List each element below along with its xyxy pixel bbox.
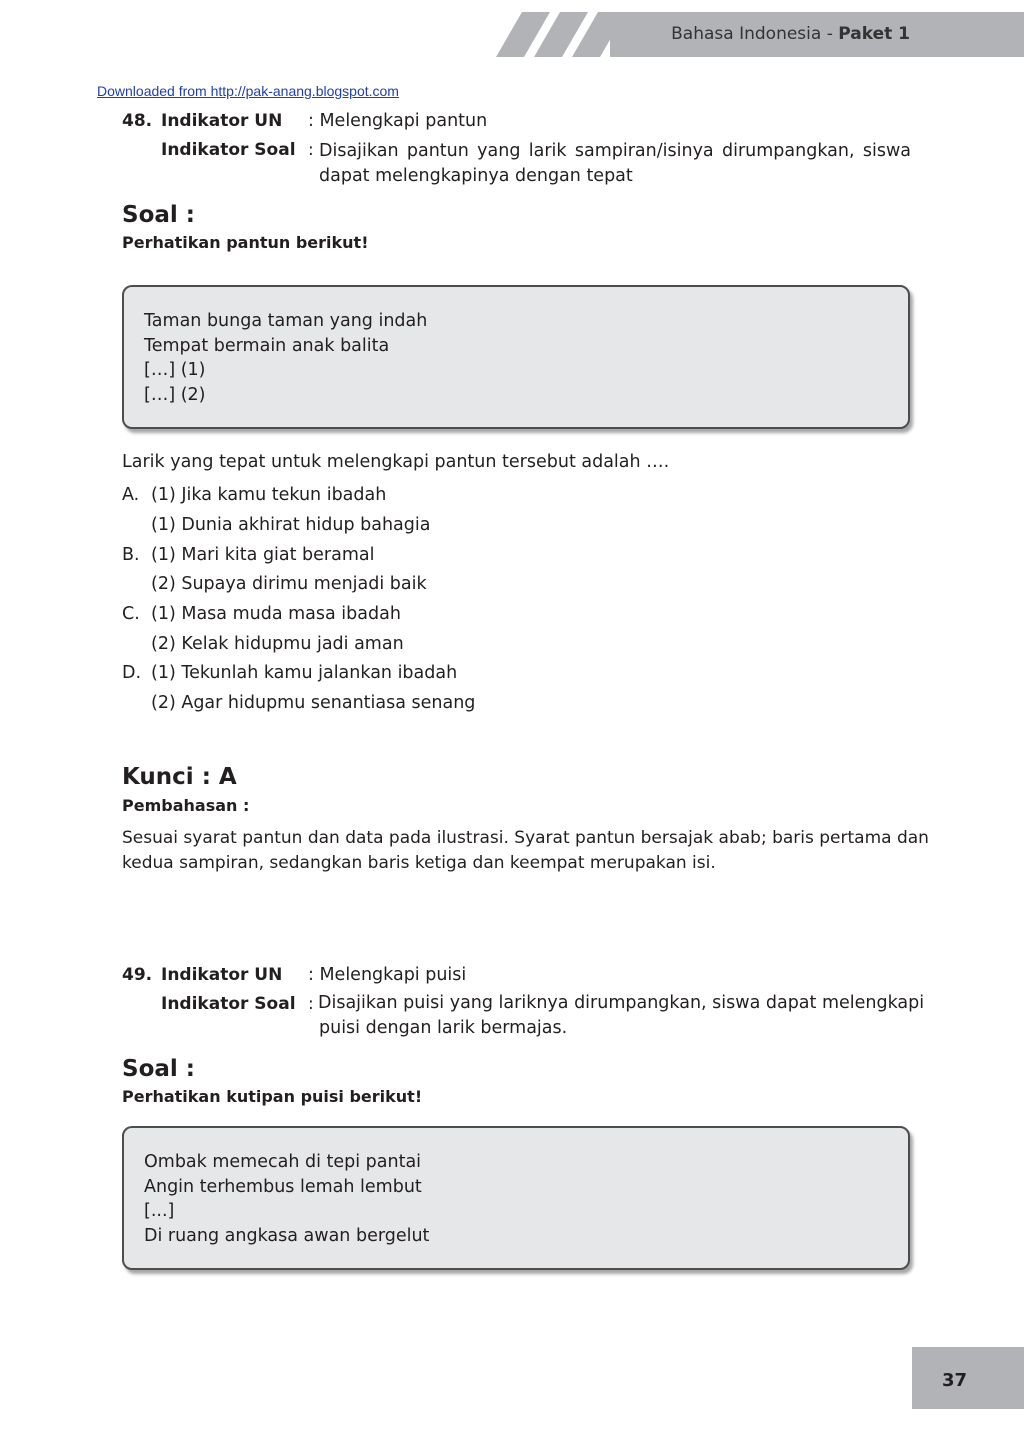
header-separator: -: [821, 24, 839, 44]
q48-indikator-un-label: Indikator UN: [161, 111, 283, 131]
q49-number: 49.: [122, 965, 153, 985]
q49-poem-box: [122, 1126, 910, 1270]
page-number: 37: [941, 1370, 967, 1391]
q48-option-c-letter: C.: [122, 604, 140, 624]
download-link[interactable]: Downloaded from http://pak-anang.blogspot.com: [97, 83, 399, 99]
q49-poem-line-4: Di ruang angkasa awan bergelut: [144, 1225, 430, 1246]
q48-indikator-soal-value: Disajikan pantun yang larik sampiran/isinya dirumpangkan, siswa dapat melengkapinya dengan tepat: [319, 141, 911, 186]
q48-indikator-soal-label: Indikator Soal: [161, 140, 296, 160]
q48-poem-box: [122, 285, 910, 429]
q48-poem-line-4: […] (2): [144, 384, 206, 405]
q49-indikator-un-value: : Melengkapi puisi: [308, 965, 467, 985]
q49-indikator-un-label: Indikator UN: [161, 965, 283, 985]
q49-indikator-soal-label: Indikator Soal: [161, 994, 296, 1014]
q48-option-d-line2: (2) Agar hidupmu senantiasa senang: [151, 693, 476, 713]
q48-poem-line-3: […] (1): [144, 360, 206, 380]
q48-answer-key: Kunci : A: [122, 764, 237, 790]
page-number-box: [912, 1347, 1024, 1409]
q48-instruction: Perhatikan pantun berikut!: [122, 233, 369, 252]
q48-option-d-line1: (1) Tekunlah kamu jalankan ibadah: [151, 663, 458, 683]
q48-pembahasan-label: Pembahasan :: [122, 796, 250, 815]
q49-poem-line-1: Ombak memecah di tepi pantai: [144, 1152, 422, 1172]
header-subject: Bahasa Indonesia: [671, 24, 822, 44]
header-title: [671, 24, 910, 44]
q48-option-a-line2: (1) Dunia akhirat hidup bahagia: [151, 515, 431, 535]
q48-option-d-letter: D.: [122, 663, 142, 683]
q48-option-a-line1: (1) Jika kamu tekun ibadah: [151, 485, 387, 505]
q48-option-c-line1: (1) Masa muda masa ibadah: [151, 604, 401, 624]
q48-option-c-line2: (2) Kelak hidupmu jadi aman: [151, 634, 404, 654]
q48-option-b-line1: (1) Mari kita giat beramal: [151, 545, 375, 565]
q48-indikator-un-value: : Melengkapi pantun: [308, 111, 488, 131]
q48-pembahasan-line-1: Sesuai syarat pantun dan data pada ilustrasi. Syarat pantun bersajak abab; baris pertama dan: [122, 828, 929, 848]
q49-indikator-soal-colon: :: [308, 994, 314, 1014]
q48-question: Larik yang tepat untuk melengkapi pantun tersebut adalah ….: [122, 452, 670, 472]
q49-instruction: Perhatikan kutipan puisi berikut!: [122, 1087, 423, 1106]
q48-poem: [144, 309, 427, 407]
q48-indikator-soal-colon: :: [308, 140, 314, 160]
q48-number: 48.: [122, 111, 153, 131]
q49-indikator-soal-line-1: Disajikan puisi yang lariknya dirumpangkan, siswa dapat melengkapi: [318, 993, 925, 1013]
q49-poem-line-2: Angin terhembus lemah lembut: [144, 1176, 422, 1197]
q48-poem-line-2: Tempat bermain anak balita: [144, 335, 390, 356]
q48-option-b-letter: B.: [122, 545, 140, 565]
q48-pembahasan-line-2: kedua sampiran, sedangkan baris ketiga dan keempat merupakan isi.: [122, 853, 716, 873]
q49-poem: [144, 1150, 429, 1248]
q49-poem-line-3: [...]: [144, 1201, 175, 1221]
q48-poem-line-1: Taman bunga taman yang indah: [144, 311, 428, 331]
q49-indikator-soal-line-2: puisi dengan larik bermajas.: [319, 1018, 568, 1038]
q48-option-b-line2: (2) Supaya dirimu menjadi baik: [151, 574, 427, 594]
header-package: Paket 1: [838, 24, 910, 44]
q48-soal-heading: Soal :: [122, 202, 195, 228]
q48-option-a-letter: A.: [122, 485, 140, 505]
q49-soal-heading: Soal :: [122, 1056, 195, 1082]
